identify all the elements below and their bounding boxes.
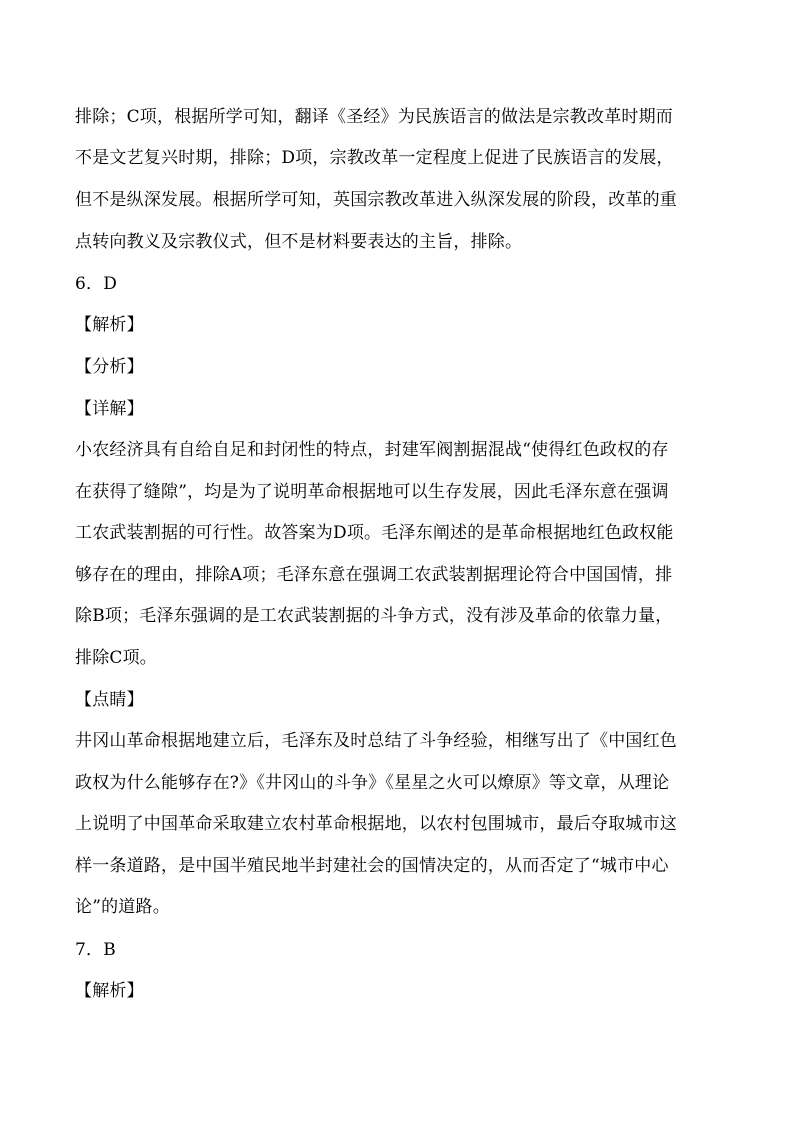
text-line: 样一条道路，是中国半殖民地半封建社会的国情决定的，从而否定了“城市中心 (75, 856, 669, 876)
fenxi-heading: 【分析】 (75, 357, 144, 377)
detail-heading: 【详解】 (75, 399, 144, 419)
analysis-heading: 【解析】 (75, 981, 144, 1001)
text-line: 小农经济具有自给自足和封闭性的特点，封建军阀割据混战“使得红色政权的存 (75, 440, 669, 460)
text-line: 够存在的理由，排除A项；毛泽东意在强调工农武装割据理论符合中国国情，排 (75, 565, 673, 585)
text-line: 除B项；毛泽东强调的是工农武装割据的斗争方式，没有涉及革命的依靠力量， (75, 606, 673, 626)
text-line: 排除C项。 (75, 648, 158, 668)
text-line: 工农武装割据的可行性。故答案为D项。毛泽东阐述的是革命根据地红色政权能 (75, 523, 674, 543)
text-line: 论”的道路。 (75, 897, 170, 917)
text-line: 但不是纵深发展。根据所学可知，英国宗教改革进入纵深发展的阶段，改革的重 (75, 190, 677, 210)
text-line: 政权为什么能够存在?》《井冈山的斗争》《星星之火可以燎原》等文章，从理论 (75, 773, 670, 793)
analysis-heading: 【解析】 (75, 315, 144, 335)
dianjing-heading: 【点睛】 (75, 690, 144, 710)
text-line: 不是文艺复兴时期，排除；D项，宗教改革一定程度上促进了民族语言的发展， (75, 148, 674, 168)
text-line: 在获得了缝隙”，均是为了说明革命根据地可以生存发展，因此毛泽东意在强调 (75, 482, 669, 502)
text-line: 排除；C项，根据所学可知，翻译《圣经》为民族语言的做法是宗教改革时期而 (75, 107, 674, 127)
question-7-answer: 7．B (75, 940, 116, 960)
question-6-answer: 6．D (75, 274, 118, 294)
text-line: 井冈山革命根据地建立后，毛泽东及时总结了斗争经验，相继写出了《中国红色 (75, 731, 677, 751)
text-line: 上说明了中国革命采取建立农村革命根据地，以农村包围城市，最后夺取城市这 (75, 814, 677, 834)
text-line: 点转向教义及宗教仪式，但不是材料要表达的主旨，排除。 (75, 232, 523, 252)
